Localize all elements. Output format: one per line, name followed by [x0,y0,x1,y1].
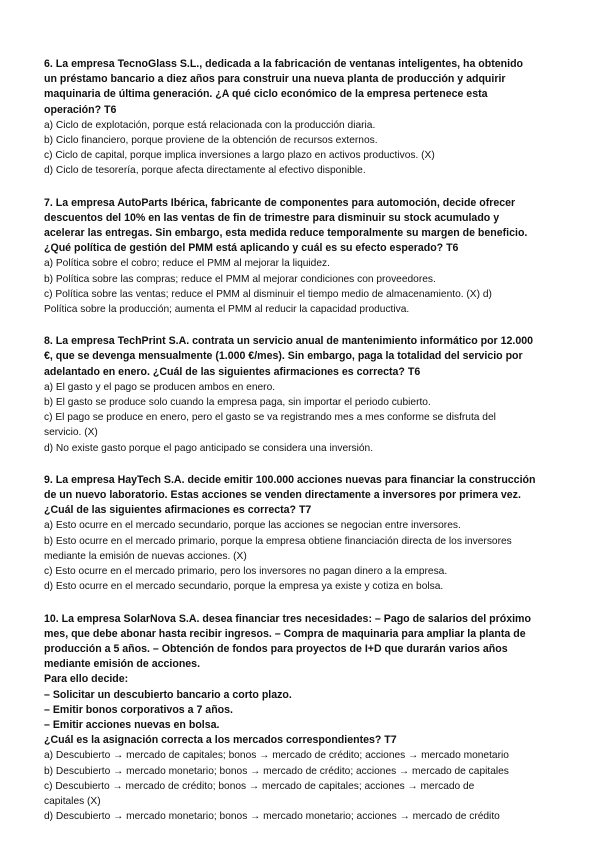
answer-option-a: a) Ciclo de explotación, porque está relacionada con la producción diaria. [44,119,376,131]
question-stem: 6. La empresa TecnoGlass S.L., dedicada a la fabricación de ventanas inteligentes, ha obtenido un préstamo bancario a diez años para construir una nueva planta de producción y adquirir maquinaria de última generación. ¿A qué ciclo económico de la empresa pertenece esta operación? T6 [44,58,524,116]
answer-option-b: b) El gasto se produce solo cuando la empresa paga, sin importar el periodo cubierto. [44,397,431,409]
answer-option-d: d) No existe gasto porque el pago anticipado se considera una inversión. [44,442,374,454]
question-10 [44,612,560,825]
answer-option-b: b) Esto ocurre en el mercado primario, porque la empresa obtiene financiación directa de los inversores mediante la emisión de nuevas acciones. (X) [44,535,512,562]
question-stem: 10. La empresa SolarNova S.A. desea financiar tres necesidades: – Pago de salarios del próximo mes, que debe abonar hasta recibir ingresos. – Compra de maquinaria para ampliar la planta de producción a 5 años. – Obtención de fondos para proyectos de I+D que durarán varios años mediante emisión de acciones. Para ello decide: – Solicitar un descubierto bancario a corto plazo. – Emitir bonos corporativos a 7 años. – Emitir acciones nuevas en bolsa. ¿Cuál es la asignación correcta a los mercados correspondientes? T7 [44,612,531,747]
answer-option-b: b) Ciclo financiero, porque proviene de la obtención de recursos externos. [44,135,378,147]
answer-option-b: b) Descubierto → mercado monetario; bonos → mercado de crédito; acciones → mercado de capitales [44,765,509,777]
answer-option-c: c) El pago se produce en enero, pero el gasto se va registrando mes a mes conforme se disfruta del servicio. (X) [44,412,496,439]
question-8 [44,334,560,456]
answer-option-d: d) Descubierto → mercado monetario; bonos → mercado monetario; acciones → mercado de crédito [44,811,500,823]
question-6 [44,57,560,179]
answer-option-a: a) Descubierto → mercado de capitales; bonos → mercado de crédito; acciones → mercado monetario [44,750,509,762]
answer-option-a: a) El gasto y el pago se producen ambos en enero. [44,381,276,393]
answer-option-c-d: c) Política sobre las ventas; reduce el PMM al disminuir el tiempo medio de almacenamiento. (X) d) Política sobre la producción; aumenta el PMM al reducir la capacidad productiva. [44,288,492,316]
question-7 [44,196,560,318]
answer-option-a: a) Esto ocurre en el mercado secundario, porque las acciones se negocian entre inversores. [44,520,461,532]
answer-option-d: d) Esto ocurre en el mercado secundario, porque la empresa ya existe y cotiza en bolsa. [44,581,444,593]
question-stem: 8. La empresa TechPrint S.A. contrata un servicio anual de mantenimiento informático por 12.000 €, que se devenga mensualmente (1.000 €/mes). Sin embargo, paga la totalidad del servicio por adelantado en enero. ¿Cuál de las siguientes afirmaciones es correcta? T6 [44,335,534,378]
answer-option-a: a) Política sobre el cobro; reduce el PMM al mejorar la liquidez. [44,258,330,270]
answer-option-b: b) Política sobre las compras; reduce el PMM al mejorar condiciones con proveedores. [44,273,436,285]
question-stem: 7. La empresa AutoParts Ibérica, fabricante de componentes para automoción, decide ofrecer descuentos del 10% en las ventas de fin de trimestre para disminuir su stock acumulado y acelerar las entregas. Sin embargo, esta medida reduce temporalmente su margen de beneficio. ¿Qué política de gestión del PMM está aplicando y cuál es su efecto esperado? T6 [44,196,528,255]
answer-option-c: c) Esto ocurre en el mercado primario, pero los inversores no pagan dinero a la empresa. [44,566,448,578]
question-stem: 9. La empresa HayTech S.A. decide emitir 100.000 acciones nuevas para financiar la construcción de un nuevo laboratorio. Estas acciones se venden directamente a inversores por primera vez. ¿Cuál de las siguientes afirmaciones es correcta? T7 [44,473,536,517]
answer-option-c: c) Descubierto → mercado de crédito; bonos → mercado de capitales; acciones → mercado de capitales (X) [44,780,475,807]
answer-option-c: c) Ciclo de capital, porque implica inversiones a largo plazo en activos productivos. (X) [44,150,435,162]
question-9 [44,473,560,595]
answer-option-d: d) Ciclo de tesorería, porque afecta directamente al efectivo disponible. [44,165,366,177]
